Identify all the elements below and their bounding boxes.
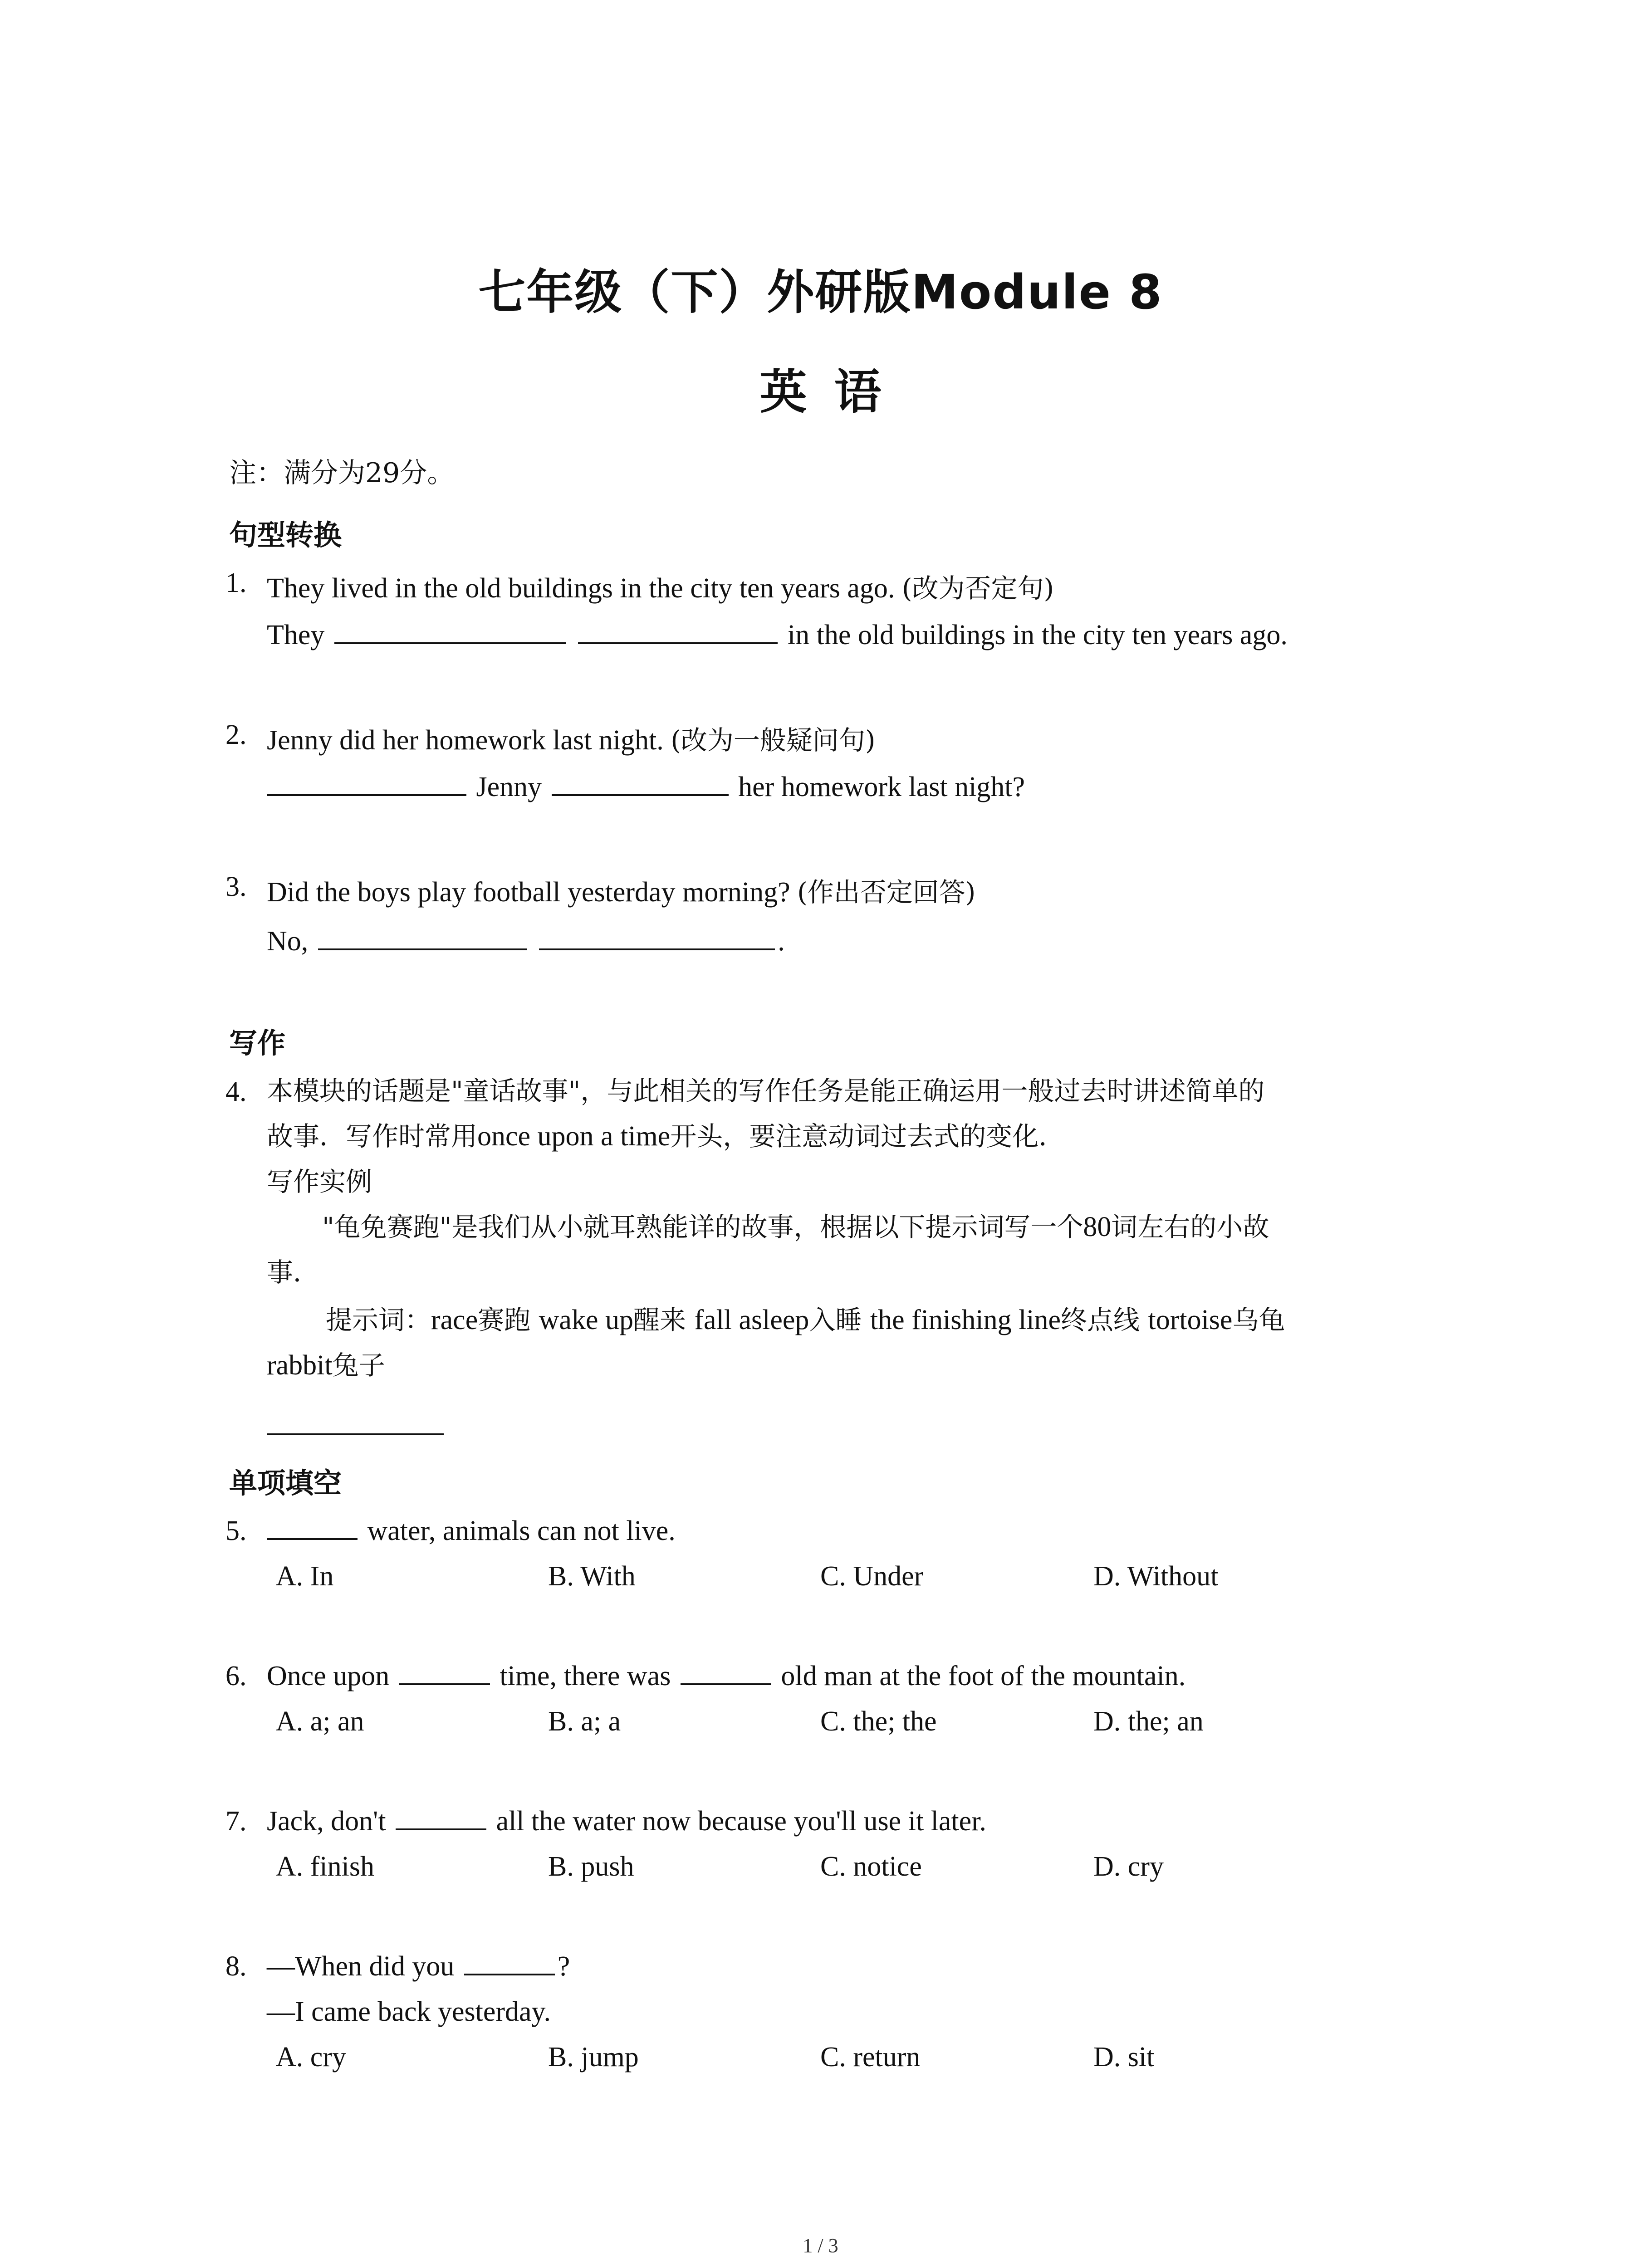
question-text: all the water now because you'll use it later. — [496, 1806, 986, 1837]
option-d[interactable]: D. the; an — [1093, 1706, 1204, 1737]
writing-text: 开头，要注意动词过去式的变化． — [670, 1121, 1065, 1152]
writing-hints-line-2 — [267, 1343, 385, 1388]
answer-text: They — [267, 620, 325, 650]
writing-text: wake up — [539, 1305, 633, 1335]
answer-blank[interactable] — [396, 1807, 486, 1830]
option-c[interactable]: C. return — [820, 2042, 921, 2072]
question-text: Once upon — [267, 1661, 390, 1691]
question-text: water, animals can not live. — [367, 1515, 676, 1546]
writing-text: the finishing line — [870, 1305, 1061, 1335]
section-heading-writing: 写作 — [229, 1026, 286, 1060]
page-number: 1 / 3 — [803, 2234, 838, 2257]
question-text: ? — [557, 1951, 570, 1982]
answer-blank[interactable] — [578, 621, 778, 644]
writing-text: 终点线 — [1061, 1305, 1148, 1335]
score-note: 注：满分为29分。 — [229, 457, 455, 489]
answer-blank[interactable] — [318, 927, 527, 950]
writing-text: fall asleep — [694, 1305, 809, 1335]
question-5-stem — [267, 1515, 676, 1547]
writing-text: once upon a time — [477, 1121, 671, 1152]
question-3-text: Did the boys play football yesterday morning? — [267, 877, 798, 908]
question-1-answer-line — [267, 619, 1288, 651]
writing-example-label: 写作实例 — [267, 1166, 372, 1197]
question-number: 6. — [225, 1661, 247, 1691]
question-1-prompt — [267, 567, 1054, 605]
answer-text: in the old buildings in the city ten years ago. — [787, 620, 1288, 650]
page-subtitle: 英语 — [759, 364, 909, 420]
question-2-answer-line — [267, 771, 1025, 803]
answer-blank[interactable] — [267, 1516, 358, 1540]
question-6-stem — [267, 1660, 1185, 1692]
option-b[interactable]: B. jump — [548, 2042, 639, 2072]
writing-intro-line-1: 本模块的话题是"童话故事"，与此相关的写作任务是能正确运用一般过去时讲述简单的 — [267, 1075, 1265, 1106]
option-c[interactable]: C. Under — [820, 1561, 924, 1592]
question-1-text: They lived in the old buildings in the city ten years ago. — [267, 573, 902, 604]
writing-task-line-2: 事． — [267, 1257, 320, 1288]
writing-text: 醒来 — [633, 1305, 695, 1335]
question-text: Jack, don't — [267, 1806, 386, 1837]
option-a[interactable]: A. cry — [276, 2042, 346, 2072]
writing-text: rabbit — [267, 1350, 333, 1381]
question-2-prompt — [267, 719, 876, 757]
option-a[interactable]: A. finish — [276, 1851, 374, 1882]
writing-text: 80 — [1083, 1212, 1112, 1242]
answer-text: . — [778, 926, 785, 957]
writing-task-line-1 — [322, 1204, 1269, 1250]
option-d[interactable]: D. sit — [1093, 2042, 1155, 2072]
question-text: —When did you — [267, 1951, 455, 1982]
option-a[interactable]: A. In — [276, 1561, 334, 1592]
writing-text: 提示词： — [326, 1305, 431, 1335]
question-2-text: Jenny did her homework last night. — [267, 725, 671, 756]
question-2-instruction: (改为一般疑问句) — [671, 725, 876, 756]
question-text: old man at the foot of the mountain. — [781, 1661, 1186, 1691]
question-number: 2. — [225, 719, 247, 750]
answer-blank[interactable] — [334, 621, 566, 644]
writing-text: 故事．写作时常用 — [267, 1121, 478, 1152]
answer-text: Jenny — [476, 772, 542, 802]
page-title: 七年级（下）外研版Module 8 — [478, 264, 1163, 320]
question-number: 8. — [225, 1951, 247, 1982]
section-heading-sentence-transform: 句型转换 — [229, 518, 342, 552]
writing-text: race — [431, 1305, 478, 1335]
question-number: 1. — [225, 567, 247, 598]
option-c[interactable]: C. notice — [820, 1851, 922, 1882]
option-c[interactable]: C. the; the — [820, 1706, 937, 1737]
writing-text: "龟免赛跑"是我们从小就耳熟能详的故事，根据以下提示词写一个 — [322, 1212, 1083, 1242]
answer-blank[interactable] — [464, 1952, 555, 1975]
question-number: 3. — [225, 871, 247, 902]
writing-text: 词左右的小故 — [1111, 1212, 1269, 1242]
option-b[interactable]: B. push — [548, 1851, 634, 1882]
answer-blank[interactable] — [539, 927, 775, 950]
writing-text: 兔子 — [332, 1350, 385, 1381]
answer-blank[interactable] — [399, 1662, 490, 1685]
question-number: 5. — [225, 1515, 247, 1546]
question-number: 7. — [225, 1806, 247, 1837]
option-b[interactable]: B. With — [548, 1561, 636, 1592]
question-3-answer-line — [267, 925, 785, 958]
answer-blank[interactable] — [552, 772, 729, 796]
writing-text: tortoise — [1148, 1305, 1233, 1335]
section-heading-single-choice: 单项填空 — [229, 1466, 342, 1500]
option-b[interactable]: B. a; a — [548, 1706, 621, 1737]
question-8-response: —I came back yesterday. — [267, 1996, 551, 2027]
question-3-prompt — [267, 871, 975, 909]
question-1-instruction: (改为否定句) — [901, 573, 1054, 604]
writing-text: 赛跑 — [478, 1305, 539, 1335]
writing-intro-line-2 — [267, 1114, 1065, 1159]
writing-text: 入睡 — [809, 1305, 870, 1335]
writing-text: 乌龟 — [1232, 1305, 1285, 1335]
question-number: 4. — [225, 1076, 247, 1107]
writing-hints-line-1 — [326, 1297, 1285, 1343]
writing-answer-blank[interactable] — [267, 1433, 444, 1435]
option-d[interactable]: D. cry — [1093, 1851, 1164, 1882]
answer-text: her homework last night? — [738, 772, 1025, 802]
question-7-stem — [267, 1805, 986, 1838]
answer-blank[interactable] — [267, 772, 466, 796]
question-text: time, there was — [500, 1661, 671, 1691]
question-3-instruction: (作出否定回答) — [797, 877, 976, 908]
answer-blank[interactable] — [681, 1662, 771, 1685]
question-8-stem — [267, 1950, 570, 1983]
answer-text: No, — [267, 926, 309, 957]
option-d[interactable]: D. Without — [1093, 1561, 1219, 1592]
option-a[interactable]: A. a; an — [276, 1706, 364, 1737]
